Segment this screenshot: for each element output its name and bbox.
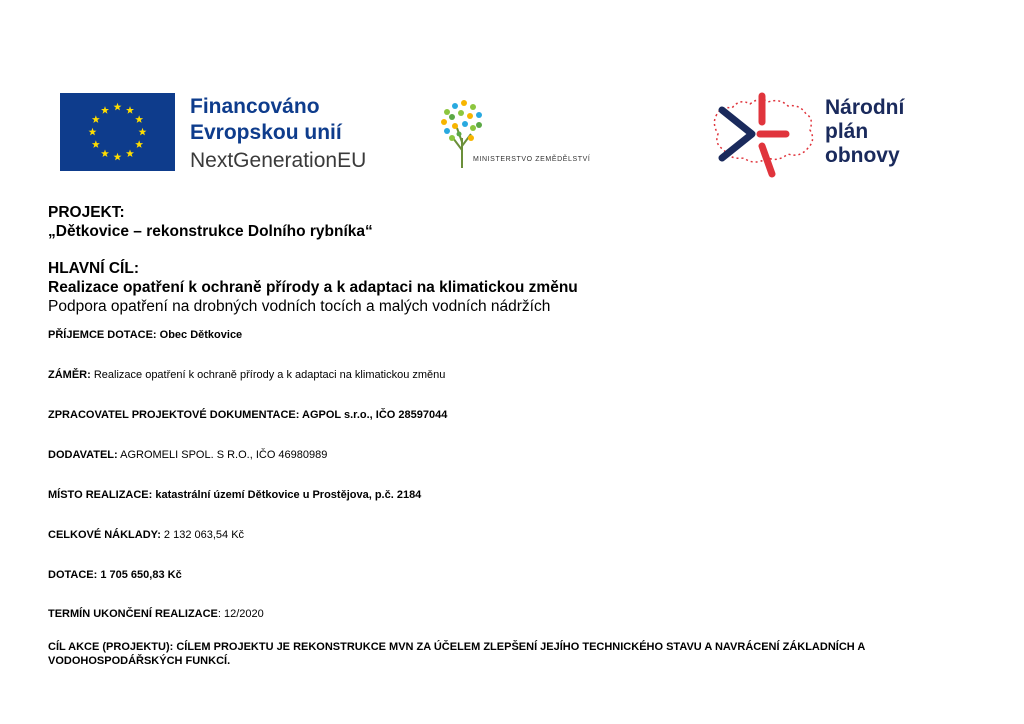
ministry-of-agriculture-logo <box>437 98 607 174</box>
total-cost <box>48 529 244 541</box>
total-cost-value: 2 132 063,54 Kč <box>160 529 245 541</box>
aim-line1: CÍL AKCE (PROJEKTU): CÍLEM PROJEKTU JE REKONSTRUKCE MVN ZA ÚČELEM ZLEPŠENÍ JEJÍHO TECHNICKÉHO STAVU A NAVRÁCENÍ ZÁKLADNÍCH A <box>48 641 866 653</box>
eu-logo-line3: NextGenerationEU <box>190 149 367 172</box>
goal-sub: Podpora opatření na drobných vodních tocích a malých vodních nádržích <box>48 298 551 315</box>
npo-line1: Národní <box>825 96 905 119</box>
goal-label: HLAVNÍ CÍL: <box>48 260 139 277</box>
ministry-name: MINISTERSTVO ZEMĚDĚLSTVÍ <box>473 156 591 163</box>
project-label: PROJEKT: <box>48 204 125 221</box>
supplier-label: DODAVATEL: <box>48 449 118 461</box>
aim-line2: VODOHOSPODÁŘSKÝCH FUNKCÍ. <box>48 655 231 667</box>
designer: ZPRACOVATEL PROJEKTOVÉ DOKUMENTACE: AGPOL s.r.o., IČO 28597044 <box>48 409 448 421</box>
eu-logo-line2: Evropskou unií <box>190 121 342 144</box>
location: MÍSTO REALIZACE: katastrální území Dětkovice u Prostějova, p.č. 2184 <box>48 489 422 501</box>
eu-flag-icon <box>60 93 175 171</box>
project-name: „Dětkovice – rekonstrukce Dolního rybníka“ <box>48 223 373 240</box>
total-cost-label: CELKOVÉ NÁKLADY: <box>48 529 161 541</box>
subsidy: DOTACE: 1 705 650,83 Kč <box>48 569 182 581</box>
intent-label: ZÁMĚR: <box>48 369 91 381</box>
eu-funding-logo <box>60 93 365 175</box>
recipient: PŘÍJEMCE DOTACE: Obec Dětkovice <box>48 329 243 341</box>
intent <box>48 369 445 381</box>
supplier-value: AGROMELI SPOL. S R.O., IČO 46980989 <box>117 449 328 461</box>
npo-line3: obnovy <box>825 144 900 167</box>
deadline <box>48 608 264 620</box>
deadline-label: TERMÍN UKONČENÍ REALIZACE <box>48 608 218 620</box>
intent-value: Realizace opatření k ochraně přírody a k adaptaci na klimatickou změnu <box>90 369 446 381</box>
supplier <box>48 449 327 461</box>
recovery-plan-mark-icon <box>710 88 820 183</box>
deadline-value: : 12/2020 <box>217 608 264 620</box>
goal-main: Realizace opatření k ochraně přírody a k adaptaci na klimatickou změnu <box>48 279 578 296</box>
npo-line2: plán <box>825 120 869 143</box>
national-recovery-plan-logo <box>710 88 920 183</box>
eu-logo-line1: Financováno <box>190 95 320 118</box>
